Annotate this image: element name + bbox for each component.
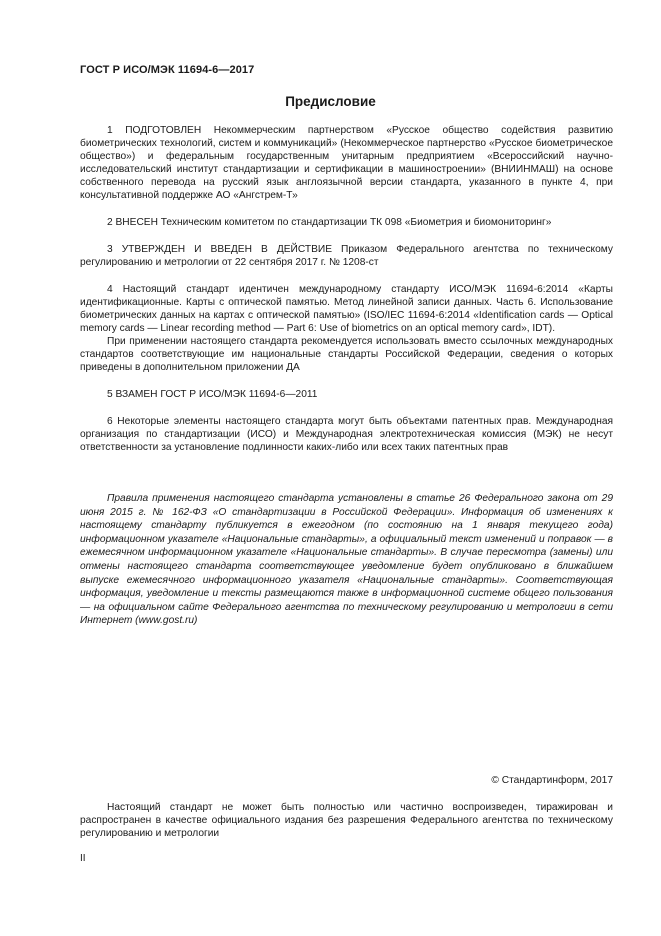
foreword-body — [80, 124, 613, 454]
law-notice: Правила применения настоящего стандарта установлены в статье 26 Федерального закона от 29 июня 2015 г. № 162-ФЗ «О стандартизации в Российской Федерации». Информация об изменениях к настоящему стандарту публикуется в ежегодном (по состоянию на 1 января текущего года) информационном указателе «Национальные стандарты», а официальный текст изменений и поправок — в ежемесячном информационном указателе «Национальные стандарты». В случае пересмотра (замены) или отмены настоящего стандарта соответствующее уведомление будет опубликовано в ближайшем выпуске ежемесячного информационного указателя «Национальные стандарты». Соответствующая информация, уведомление и тексты размещаются также в информационной системе общего пользования — на официальном сайте Федерального агентства по техническому регулированию и метрологии в сети Интернет (www.gost.ru) — [80, 493, 613, 627]
page-title: Предисловие — [285, 94, 376, 109]
foreword-item-6: 6 Некоторые элементы настоящего стандарта могут быть объектами патентных прав. Международная организация по стандартизации (ИСО) и Международная электротехническая комиссия (МЭК) не несут ответственности за установление подлинности каких-либо или всех таких патентных прав — [80, 416, 613, 453]
foreword-item-2: 2 ВНЕСЕН Техническим комитетом по стандартизации ТК 098 «Биометрия и биомониторинг» — [107, 217, 552, 228]
page-number: II — [80, 853, 86, 864]
reproduction-notice: Настоящий стандарт не может быть полностью или частично воспроизведен, тиражирован и распространен в качестве официального издания без разрешения Федерального агентства по техническому регулированию и метрологии — [80, 802, 613, 839]
foreword-item-4-note: При применении настоящего стандарта рекомендуется использовать вместо ссылочных международных стандартов соответствующие им национальные стандарты Российской Федерации, сведения о которых приведены в дополнительном приложении ДА — [80, 336, 613, 373]
foreword-item-4: 4 Настоящий стандарт идентичен международному стандарту ИСО/МЭК 11694-6:2014 «Карты идентификационные. Карты с оптической памятью. Метод линейной записи данных. Часть 6. Использование биометрических данных на картах с оптической памятью» (ISO/IEC 11694-6:2014 «Identification cards — Optical memory cards — Linear recording method — Part 6: Use of biometrics on an optical memory card», IDT). — [80, 284, 613, 334]
document-header: ГОСТ Р ИСО/МЭК 11694-6—2017 — [80, 64, 255, 76]
foreword-item-3: 3 УТВЕРЖДЕН И ВВЕДЕН В ДЕЙСТВИЕ Приказом Федерального агентства по техническому регулированию и метрологии от 22 сентября 2017 г. № 1208-ст — [80, 244, 613, 268]
foreword-item-1: 1 ПОДГОТОВЛЕН Некоммерческим партнерством «Русское общество содействия развитию биометрических технологий, систем и коммуникаций» (Некоммерческое партнерство «Русское биометрическое общество») и федеральным государственным унитарным предприятием «Всероссийский научно-исследовательский институт стандартизации и сертификации в машиностроении» (ВНИИНМАШ) на основе собственного перевода на русский язык англоязычной версии стандарта, указанного в пункте 4, при консультативной поддержке АО «Ангстрем-Т» — [80, 125, 613, 201]
copyright-notice: © Стандартинформ, 2017 — [491, 775, 613, 786]
foreword-item-5: 5 ВЗАМЕН ГОСТ Р ИСО/МЭК 11694-6—2011 — [107, 389, 318, 400]
